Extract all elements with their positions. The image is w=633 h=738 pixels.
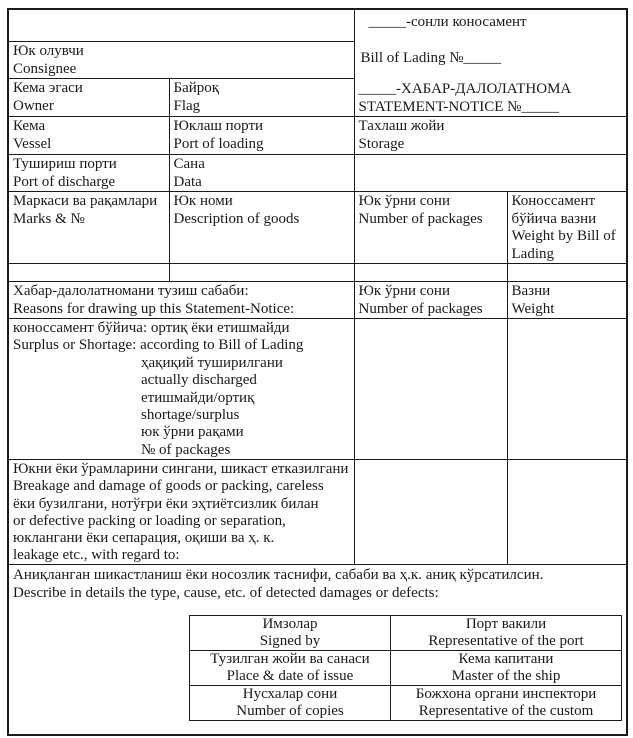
surplus-line-8: № of packages bbox=[141, 441, 231, 458]
storage-label-uz: Тахлаш жойи bbox=[358, 118, 445, 134]
port-of-discharge-label-uz: Тушириш порти bbox=[13, 156, 117, 172]
cell-storage-value bbox=[354, 155, 627, 192]
reasons-title-uz: Хабар-далолатномани тузиш сабаби: bbox=[13, 283, 249, 299]
bol-number-uz-line: _____-сонли коносамент bbox=[368, 14, 527, 30]
vessel-label-en: Vessel bbox=[13, 135, 52, 152]
cell-reasons-packages bbox=[354, 282, 507, 319]
port-of-loading-label-en: Port of loading bbox=[173, 135, 264, 152]
master-of-ship-label-en: Master of the ship bbox=[451, 668, 561, 685]
cell-damage-description bbox=[8, 565, 627, 736]
number-of-copies-label-en: Number of copies bbox=[236, 703, 344, 720]
breakage-line-5: юклангани ёки сепарация, оқиши ва ҳ. к. bbox=[13, 530, 275, 547]
description-of-goods-label-en: Description of goods bbox=[173, 210, 300, 227]
cell-description-of-goods bbox=[169, 192, 354, 264]
weight-by-bol-label-uz: Коноссамент бўйича вазни bbox=[511, 193, 597, 227]
date-label-en: Data bbox=[173, 173, 202, 190]
statement-notice-header bbox=[354, 9, 627, 117]
breakage-line-3: ёки бузилгани, нотўғри ёки эҳтиётсизлик билан bbox=[13, 495, 319, 512]
breakage-line-2: Breakage and damage of goods or packing, careless bbox=[13, 478, 324, 495]
cell-spacer-2 bbox=[169, 264, 354, 282]
consignee-label-uz: Юк олувчи bbox=[13, 43, 84, 59]
cell-surplus-shortage bbox=[8, 319, 354, 460]
cell-port-representative bbox=[391, 616, 622, 651]
breakage-line-6: leakage etc., with regard to: bbox=[13, 547, 180, 564]
surplus-line-7: юк ўрни рақами bbox=[141, 424, 244, 441]
date-label-uz: Сана bbox=[173, 156, 205, 172]
breakage-line-4: or defective packing or loading or separation, bbox=[13, 512, 286, 529]
cell-breakage-packages-value bbox=[354, 460, 507, 565]
cell-spacer-1 bbox=[8, 264, 169, 282]
number-of-packages-label-en: Number of packages bbox=[358, 210, 483, 227]
marks-label-uz: Маркаси ва рақамлари bbox=[13, 193, 158, 209]
cell-customs-representative bbox=[391, 686, 622, 721]
signed-by-label-en: Signed by bbox=[259, 633, 321, 650]
cell-surplus-weight-value bbox=[507, 319, 627, 460]
statement-notice-en-line: STATEMENT-NOTICE №_____ bbox=[358, 98, 559, 115]
reasons-weight-label-uz: Вазни bbox=[511, 283, 551, 299]
cell-number-of-packages bbox=[354, 192, 507, 264]
customs-representative-label-uz: Божхона органи инспектори bbox=[415, 686, 597, 703]
statement-notice-uz-line: _____-ХАБАР-ДАЛОЛАТНОМА bbox=[358, 81, 572, 97]
damage-details-uz: Аниқланган шикастланиш ёки носозлик таснифи, сабаби ва ҳ.к. аниқ кўрсатилсин. bbox=[13, 567, 544, 584]
cell-marks bbox=[8, 192, 169, 264]
surplus-line-5: етишмайди/ортиқ bbox=[141, 389, 255, 406]
surplus-line-3: ҳақиқий туширилгани bbox=[141, 354, 283, 371]
cell-port-of-loading bbox=[169, 117, 354, 155]
signed-by-label-uz: Имзолар bbox=[262, 616, 318, 633]
cell-breakage-weight-value bbox=[507, 460, 627, 565]
port-of-discharge-label-en: Port of discharge bbox=[13, 173, 116, 190]
cell-master-of-ship bbox=[391, 651, 622, 686]
cell-surplus-packages-value bbox=[354, 319, 507, 460]
cell-signed-by bbox=[190, 616, 391, 651]
signatures-row-3 bbox=[190, 686, 622, 721]
cell-spacer-4 bbox=[507, 264, 627, 282]
storage-label-en: Storage bbox=[358, 135, 405, 152]
customs-representative-label-en: Representative of the custom bbox=[418, 703, 594, 720]
signatures-row-2 bbox=[190, 651, 622, 686]
cell-place-date-of-issue bbox=[190, 651, 391, 686]
vessel-label-uz: Кема bbox=[13, 118, 46, 134]
cell-number-of-copies bbox=[190, 686, 391, 721]
cell-empty-top bbox=[8, 9, 354, 42]
owner-label-uz: Кема эгаси bbox=[13, 80, 83, 96]
cell-vessel bbox=[8, 117, 169, 155]
reasons-packages-label-uz: Юк ўрни сони bbox=[358, 283, 450, 299]
cell-consignee bbox=[8, 42, 354, 79]
cell-date bbox=[169, 155, 354, 192]
surplus-line-6: shortage/surplus bbox=[141, 407, 240, 424]
damage-details-en: Describe in details the type, cause, etc. of detected damages or defects: bbox=[13, 585, 439, 602]
flag-label-uz: Байроқ bbox=[173, 80, 220, 96]
form-table bbox=[7, 8, 628, 736]
signatures-table bbox=[189, 615, 622, 721]
owner-label-en: Owner bbox=[13, 97, 54, 114]
number-of-packages-label-uz: Юк ўрни сони bbox=[358, 193, 450, 209]
cell-spacer-3 bbox=[354, 264, 507, 282]
port-representative-label-en: Representative of the port bbox=[428, 633, 584, 650]
signatures-row-1 bbox=[190, 616, 622, 651]
cell-storage bbox=[354, 117, 627, 155]
cell-weight-by-bol bbox=[507, 192, 627, 264]
description-of-goods-label-uz: Юк номи bbox=[173, 193, 233, 209]
cell-port-of-discharge bbox=[8, 155, 169, 192]
port-representative-label-uz: Порт вакили bbox=[465, 616, 547, 633]
consignee-label-en: Consignee bbox=[13, 60, 77, 77]
reasons-packages-label-en: Number of packages bbox=[358, 300, 483, 317]
flag-label-en: Flag bbox=[173, 97, 201, 114]
cell-reasons-weight bbox=[507, 282, 627, 319]
cell-owner bbox=[8, 79, 169, 117]
number-of-copies-label-uz: Нусхалар сони bbox=[242, 686, 338, 703]
surplus-line-2: Surplus or Shortage: according to Bill of Lading bbox=[13, 337, 304, 354]
cell-flag bbox=[169, 79, 354, 117]
cell-breakage bbox=[8, 460, 354, 565]
place-date-label-uz: Тузилган жойи ва санаси bbox=[210, 651, 370, 668]
reasons-title-en: Reasons for drawing up this Statement-Notice: bbox=[13, 300, 295, 317]
master-of-ship-label-uz: Кема капитани bbox=[458, 651, 554, 668]
weight-by-bol-label-en: Weight by Bill of Lading bbox=[511, 228, 616, 262]
breakage-line-1: Юкни ёки ўрамларини сингани, шикаст етказилгани bbox=[13, 461, 349, 478]
place-date-label-en: Place & date of issue bbox=[226, 668, 354, 685]
port-of-loading-label-uz: Юклаш порти bbox=[173, 118, 264, 134]
reasons-weight-label-en: Weight bbox=[511, 300, 555, 317]
surplus-line-4: actually discharged bbox=[141, 372, 257, 389]
marks-label-en: Marks & № bbox=[13, 210, 85, 227]
surplus-line-1: коноссамент бўйича: ортиқ ёки етишмайди bbox=[13, 320, 290, 336]
cell-reasons-title bbox=[8, 282, 354, 319]
bol-number-en-line: Bill of Lading №_____ bbox=[360, 49, 502, 66]
